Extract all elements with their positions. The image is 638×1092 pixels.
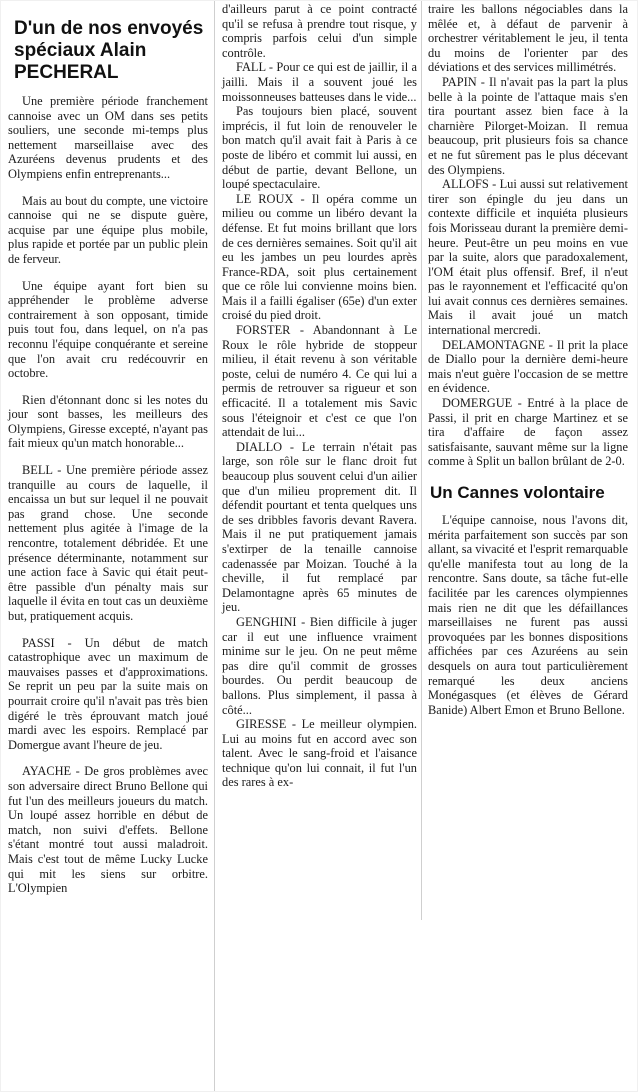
player-rating-le-roux: LE ROUX - Il opéra comme un milieu ou comme un libéro devant la défense. Et fut moins brillant que lors de ces dernières semaines. Soit qu'il ait eu les jambes un peu lourdes après France-RDA, soit plus certainement que ce rôle lui convienne moins bien. Mais il a failli égaliser (65e) d'un exter croisé du pied droit. <box>222 191 417 323</box>
player-rating-ayache: AYACHE - De gros problèmes avec son adversaire direct Bruno Bellone qui fut l'un des meilleurs joueurs du match. Un loupé assez horrible en début de match, non suivi d'effets. Bellone s'étant montré tout aussi maladroit. Mais c'est tout de même Lucky Lucke qui mit les siens sur orbitre. L'Olympien <box>8 764 208 896</box>
section-subheading: Un Cannes volontaire <box>430 483 605 502</box>
player-rating-genghini: GENGHINI - Bien difficile à juger car il eut une influence vraiment minime sur le jeu. On ne peut même pas dire qu'il commit de grosses bourdes. Ou perdit beaucoup de ballons. Plus simplement, il passa à côté... <box>222 614 417 717</box>
paragraph: Une équipe ayant fort bien su appréhender le problème adverse contrairement à son opposant, timide puis tout fou, dans lequel, on n'a pas reconnu l'équipe conquérante et sereine que l'on avait cru redécouvrir en octobre. <box>8 278 208 381</box>
paragraph: Une première période franchement cannoise avec un OM dans ses petits souliers, une seconde mi-temps plus nettement marseillaise avec des Azuréens devenus prudents et des Olympiens enfin entreprenants... <box>8 94 208 181</box>
column-3 <box>428 2 628 717</box>
player-rating-forster: FORSTER - Abandonnant à Le Roux le rôle hybride de stoppeur milieu, il était revenu à son véritable poste, celui de numéro 4. Ce qui lui a permis de retrouver sa rigueur et son efficacité. Il a totalement mis Savic sous l'éteignoir et c'est ce que l'on attendait de lui... <box>222 323 417 440</box>
player-rating-bell: BELL - Une première période assez tranquille au cours de laquelle, il encaissa un but sur lequel il ne pouvait pas grand chose. Une seconde nettement plus agitée à l'image de la rencontre, totalement débridée. Et une présence déterminante, notamment sur une action face à Savic qui était peut-être passible d'un pénalty mais sur laquelle il évita en tout cas un deuxième but, pratiquement acquis. <box>8 463 208 623</box>
player-rating-giresse: GIRESSE - Le meilleur olympien. Lui au moins fut en accord avec son talent. Avec le sang-froid et l'aisance technique qu'on lui connait, il fut l'un des rares à ex- <box>222 717 417 790</box>
player-rating-diallo: DIALLO - Le terrain n'était pas large, son rôle sur le flanc droit fut beaucoup plus souvent celui d'un ailier que d'un milieu proprement dit. Il défendit pourtant et tenta quelques uns de ses dribbles favoris devant Ravera. Mais il ne put pratiquement jamais s'extirper de la tenaille cannoise cadenassée par Moizan. Touché à la cheville, il fut remplacé par Delamontagne après 65 minutes de jeu. <box>222 439 417 615</box>
paragraph-continued: d'ailleurs parut à ce point contracté qu'il se refusa à prendre tout risque, y compris parfois celui d'un simple contrôle. <box>222 2 417 60</box>
column-divider-left <box>214 0 215 1092</box>
paragraph-continued: traire les ballons négociables dans la mêlée et, à défaut de parvenir à orchestrer véritablement le jeu, il tenta du moins de l'orienter par des déviations et des services millimétrés. <box>428 2 628 75</box>
article-headline: D'un de nos envoyés spéciaux Alain PECHERAL <box>14 18 204 83</box>
player-rating-papin: PAPIN - Il n'avait pas la part la plus belle à la pointe de l'attaque mais s'en tira pourtant assez bien face à la charnière Pilorget-Moizan. Il remua beaucoup, prit plusieurs fois sa chance et ne fut sûrement pas le plus décevant des Olympiens. <box>428 74 628 177</box>
player-rating-domergue: DOMERGUE - Entré à la place de Passi, il prit en charge Martinez et se tira d'affaire de façon assez satisfaisante, sauvant même sur la ligne comme à Split un ballon brûlant de 2-0. <box>428 396 628 469</box>
column-1 <box>8 0 208 908</box>
paragraph: Mais au bout du compte, une victoire cannoise qui ne se dispute guère, acquise par une équipe plus mobile, plus rapide et portée par un public plein de ferveur. <box>8 193 208 266</box>
player-rating-fall: FALL - Pour ce qui est de jaillir, il a jailli. Mais il a souvent joué les moissonneuses batteuses dans le vide... <box>222 60 417 104</box>
paragraph: L'équipe cannoise, nous l'avons dit, mérita parfaitement son succès par son allant, sa vivacité et l'esprit remarquable qu'elle manifesta tout au long de la rencontre. Sans doute, sa tâche fut-elle facilitée par les carences olympiennes mais rien ne dit que les défaillances marseillaises ne furent pas aussi provoquées par les bonnes dispositions affichées par ces Azuréens au sein desquels on aura tout particulièrement remarqué les deux anciens Monégasques (et élèves de Gérard Banide) Albert Emon et Bruno Bellone. <box>428 513 628 717</box>
column-2 <box>222 2 417 790</box>
player-rating-delamontagne: DELAMONTAGNE - Il prit la place de Diallo pour la dernière demi-heure mais n'eut guère l'occasion de se mettre en évidence. <box>428 337 628 396</box>
paragraph: Pas toujours bien placé, souvent imprécis, il fut loin de renouveler le bon match qu'il avait fait à Paris à ce poste de libéro et commit lui aussi, en début de partie, devant Bellone, un loupé spectaculaire. <box>222 104 417 192</box>
player-rating-allofs: ALLOFS - Lui aussi sut relativement tirer son épingle du jeu dans un contexte difficile et inquiéta plusieurs fois Morisseau durant la première demi-heure. Peut-être un peu moins en vue par la suite, alors que paradoxalement, l'OM était plus offensif. Bref, il n'eut pas le rayonnement et l'efficacité qu'on lui avait connus ces dernières semaines. Mais il avait joué un match international mercredi. <box>428 177 628 338</box>
column-divider-right <box>421 0 422 920</box>
paragraph: Rien d'étonnant donc si les notes du jour sont basses, les meilleurs des Olympiens, Giresse excepté, n'ayant pas fait mieux qu'un match honorable... <box>8 392 208 451</box>
player-rating-passi: PASSI - Un début de match catastrophique avec un maximum de mauvaises passes et d'approximations. Se reprit un peu par la suite mais on pourrait croire qu'il n'avait pas très bien digéré le très éprouvant match joué mardi avec les espoirs. Remplacé par Domergue avant l'heure de jeu. <box>8 635 208 752</box>
